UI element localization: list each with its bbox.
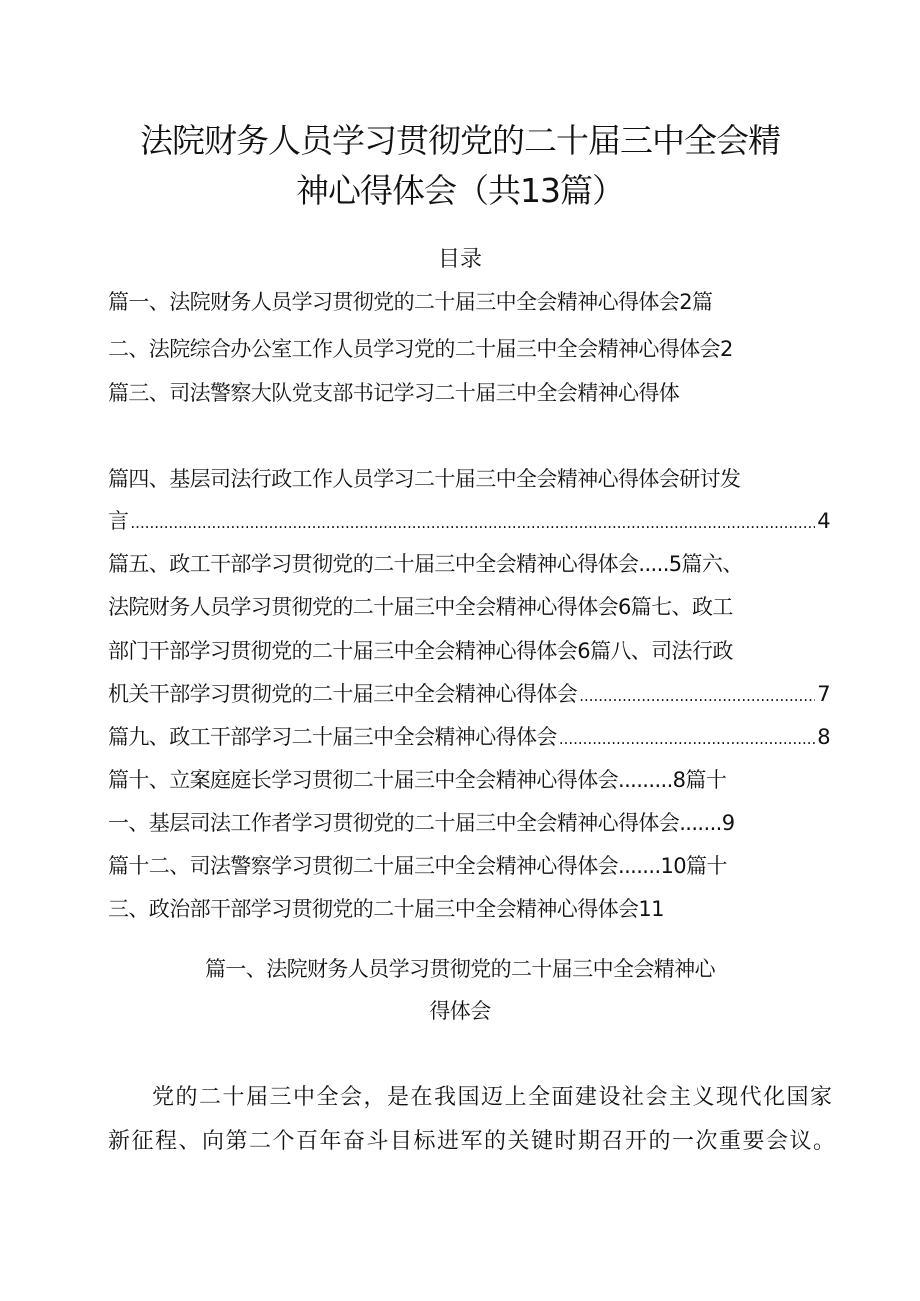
toc-entry: 篇十二、司法警察学习贯彻二十届三中全会精神心得体会.......10篇十 [108, 854, 727, 878]
toc-entry [108, 808, 830, 838]
toc-entry-with-leader [108, 506, 830, 536]
toc-entry: 篇四、基层司法行政工作人员学习二十届三中全会精神心得体会研讨发 [108, 467, 741, 491]
body-paragraph-line-2: 新征程、向第二个百年奋斗目标进军的关键时期召开的一次重要会议。 [108, 1129, 837, 1154]
toc-entry-text: 机关干部学习贯彻党的二十届三中全会精神心得体会 [108, 682, 578, 706]
toc-page-number: 7 [817, 682, 830, 706]
toc-entry: 篇五、政工干部学习贯彻党的二十届三中全会精神心得体会.....5篇六、 [108, 552, 743, 576]
toc-heading: 目录 [437, 247, 482, 272]
section-heading-line-1: 篇一、法院财务人员学习贯彻党的二十届三中全会精神心 [205, 957, 715, 981]
toc-entry-with-leader [108, 679, 830, 709]
toc-entry-text: 言 [108, 509, 129, 533]
toc-page-number: 4 [817, 509, 830, 533]
toc-page-number: 8 [817, 725, 830, 749]
toc-entry: 篇十、立案庭庭长学习贯彻二十届三中全会精神心得体会.........8篇十 [108, 768, 727, 792]
toc-entry: 二、法院综合办公室工作人员学习党的二十届三中全会精神心得体会2 [108, 337, 733, 361]
dot-leader [559, 724, 815, 752]
toc-entry: 篇三、司法警察大队党支部书记学习二十届三中全会精神心得体 [108, 381, 680, 405]
toc-entry: 部门干部学习贯彻党的二十届三中全会精神心得体会6篇八、司法行政 [108, 639, 733, 663]
dot-leader [579, 681, 815, 709]
toc-entry: 三、政治部干部学习贯彻党的二十届三中全会精神心得体会11 [108, 897, 664, 921]
toc-entry: 篇一、法院财务人员学习贯彻党的二十届三中全会精神心得体会2篇 [108, 290, 713, 314]
document-title-line-1: 法院财务人员学习贯彻党的二十届三中全会精 [140, 121, 780, 160]
document-title-line-2: 神心得体会（共13篇） [296, 171, 624, 210]
toc-entry: 法院财务人员学习贯彻党的二十届三中全会精神心得体会6篇七、政工 [108, 595, 733, 619]
toc-entry-text: 一、基层司法工作者学习贯彻党的二十届三中全会精神心得体会 [108, 811, 680, 835]
toc-entry-with-leader [108, 722, 830, 752]
dot-leader [130, 508, 815, 536]
toc-entry-text: 篇九、政工干部学习二十届三中全会精神心得体会 [108, 725, 557, 749]
toc-page-number: .......9 [679, 811, 735, 835]
section-heading-line-2: 得体会 [429, 999, 491, 1023]
body-paragraph-line-1: 党的二十届三中全会，是在我国迈上全面建设社会主义现代化国家 [152, 1085, 834, 1110]
